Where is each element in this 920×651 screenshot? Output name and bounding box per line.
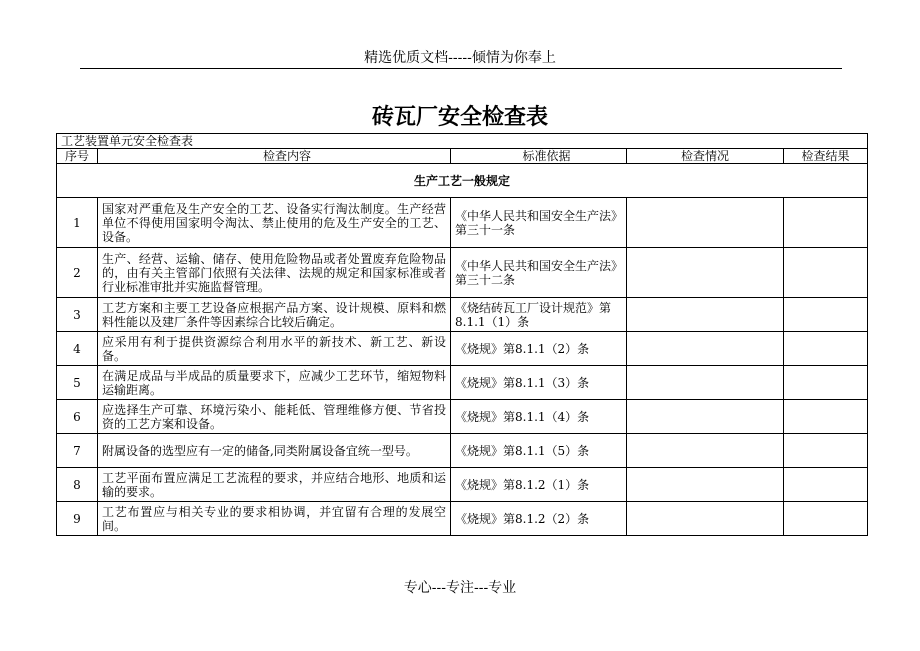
row-basis: 《烧规》第8.1.1（2）条 (451, 332, 627, 366)
row-status (627, 434, 784, 468)
row-status (627, 400, 784, 434)
page-footer: 专心---专注---专业 (403, 580, 517, 596)
row-basis: 《烧规》第8.1.1（5）条 (451, 434, 627, 468)
column-header-no: 序号 (57, 149, 98, 164)
row-result (784, 332, 868, 366)
header-divider (80, 68, 842, 69)
row-result (784, 502, 868, 536)
document-title: 砖瓦厂安全检查表 (371, 105, 548, 130)
table-row (57, 198, 868, 248)
row-number: 1 (57, 198, 98, 248)
table-row (57, 366, 868, 400)
column-header-basis: 标准依据 (451, 149, 627, 164)
row-content: 在满足成品与半成品的质量要求下，应减少工艺环节，缩短物料运输距离。 (98, 366, 451, 400)
row-basis: 《中华人民共和国安全生产法》第三十二条 (451, 248, 627, 298)
row-content: 应选择生产可靠、环境污染小、能耗低、管理维修方便、节省投资的工艺方案和设备。 (98, 400, 451, 434)
table-row (57, 298, 868, 332)
table-row (57, 400, 868, 434)
row-content: 工艺布置应与相关专业的要求相协调，并宜留有合理的发展空间。 (98, 502, 451, 536)
table-row (57, 502, 868, 536)
row-number: 4 (57, 332, 98, 366)
row-status (627, 502, 784, 536)
row-status (627, 248, 784, 298)
table-row (57, 468, 868, 502)
column-header-content: 检查内容 (98, 149, 451, 164)
row-basis: 《烧结砖瓦工厂设计规范》第8.1.1（1）条 (451, 298, 627, 332)
row-content: 应采用有利于提供资源综合利用水平的新技术、新工艺、新设备。 (98, 332, 451, 366)
row-number: 5 (57, 366, 98, 400)
column-header-status: 检查情况 (627, 149, 784, 164)
section-row (57, 164, 868, 198)
row-result (784, 198, 868, 248)
inspection-table (56, 133, 868, 536)
row-result (784, 468, 868, 502)
table-caption-row (57, 134, 868, 149)
row-result (784, 298, 868, 332)
row-basis: 《烧规》第8.1.1（4）条 (451, 400, 627, 434)
page-header: 精选优质文档-----倾情为你奉上 (364, 50, 556, 66)
column-header-result: 检查结果 (784, 149, 868, 164)
row-result (784, 400, 868, 434)
row-number: 3 (57, 298, 98, 332)
row-number: 9 (57, 502, 98, 536)
table-caption: 工艺装置单元安全检查表 (57, 134, 868, 149)
row-content: 工艺方案和主要工艺设备应根据产品方案、设计规模、原料和燃料性能以及建厂条件等因素综合比较后确定。 (98, 298, 451, 332)
section-title: 生产工艺一般规定 (57, 164, 868, 198)
table-row (57, 248, 868, 298)
row-result (784, 366, 868, 400)
row-content: 附属设备的选型应有一定的储备,同类附属设备宜统一型号。 (98, 434, 451, 468)
row-status (627, 366, 784, 400)
row-result (784, 434, 868, 468)
row-number: 8 (57, 468, 98, 502)
row-number: 2 (57, 248, 98, 298)
row-status (627, 298, 784, 332)
row-basis: 《烧规》第8.1.2（1）条 (451, 468, 627, 502)
row-status (627, 198, 784, 248)
row-basis: 《烧规》第8.1.1（3）条 (451, 366, 627, 400)
row-content: 工艺平面布置应满足工艺流程的要求，并应结合地形、地质和运输的要求。 (98, 468, 451, 502)
table-row (57, 332, 868, 366)
row-basis: 《烧规》第8.1.2（2）条 (451, 502, 627, 536)
row-status (627, 468, 784, 502)
row-number: 6 (57, 400, 98, 434)
row-result (784, 248, 868, 298)
row-status (627, 332, 784, 366)
row-content: 生产、经营、运输、储存、使用危险物品或者处置废弃危险物品的，由有关主管部门依照有关法律、法规的规定和国家标准或者行业标准审批并实施监督管理。 (98, 248, 451, 298)
table-row (57, 434, 868, 468)
table-header-row (57, 149, 868, 164)
row-number: 7 (57, 434, 98, 468)
row-content: 国家对严重危及生产安全的工艺、设备实行淘汰制度。生产经营单位不得使用国家明令淘汰、禁止使用的危及生产安全的工艺、设备。 (98, 198, 451, 248)
row-basis: 《中华人民共和国安全生产法》第三十一条 (451, 198, 627, 248)
